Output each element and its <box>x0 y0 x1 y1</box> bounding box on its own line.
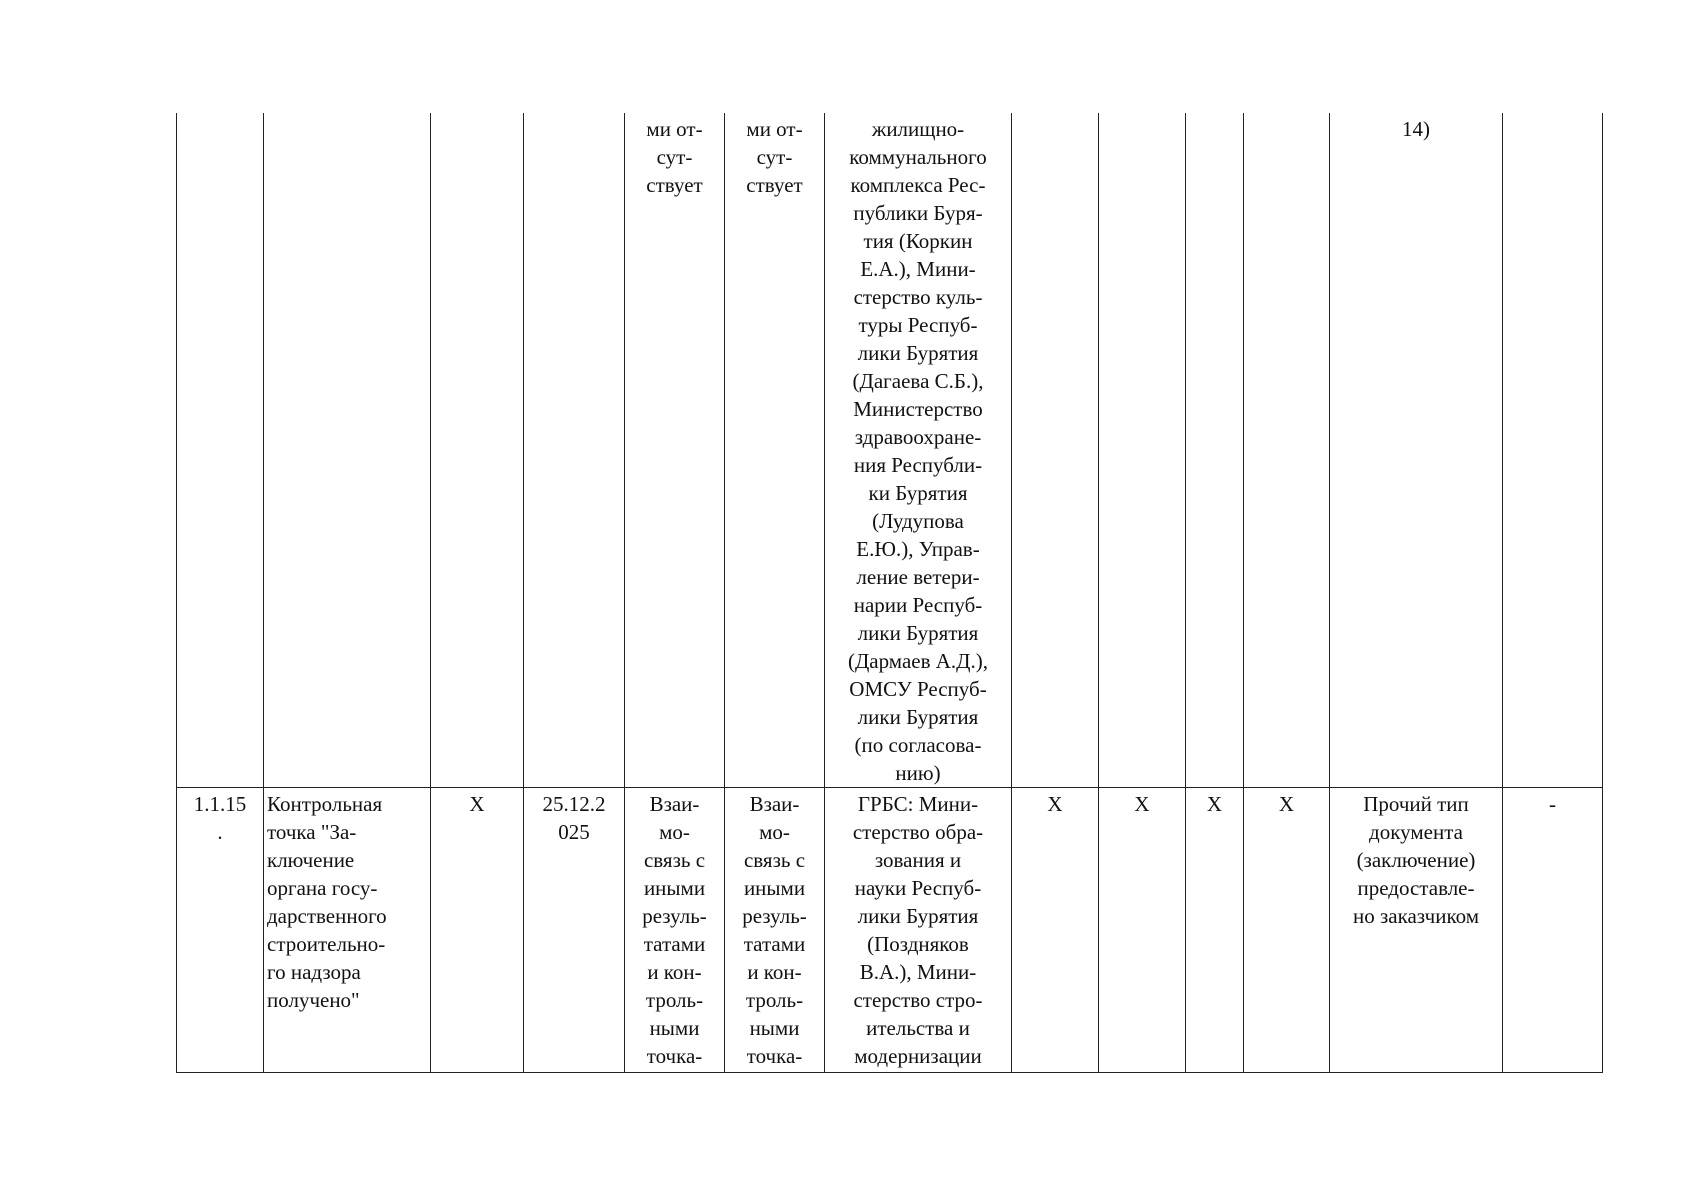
cell-col10 <box>1186 113 1244 788</box>
cell-col11: X <box>1244 788 1330 1073</box>
cell-relation-2: ми от- сут- ствует <box>725 113 825 788</box>
table-row-continuation <box>177 113 1603 788</box>
cell-col13 <box>1503 113 1603 788</box>
cell-name <box>264 113 431 788</box>
cell-number <box>177 113 264 788</box>
cell-col9: X <box>1099 788 1186 1073</box>
cell-col3: X <box>431 788 524 1073</box>
cell-col3 <box>431 113 524 788</box>
cell-document-type: 14) <box>1330 113 1503 788</box>
cell-date: 25.12.2 025 <box>524 788 625 1073</box>
cell-date <box>524 113 625 788</box>
table-row-1-1-15 <box>177 788 1603 1073</box>
cell-responsible: жилищно- коммунального комплекса Рес- публики Буря- тия (Коркин Е.А.), Мини- стерство куль- туры Респуб- лики Бурятия (Дагаева С.Б.), Министерство здравоохране- ния Республи- ки Бурятия (Лудупова Е.Ю.), Управ- ление ветери- нарии Респуб- лики Бурятия (Дармаев А.Д.), ОМСУ Респуб- лики Бурятия (по согласова- нию) <box>825 113 1012 788</box>
cell-relation-2: Взаи- мо- связь с иными резуль- татами и кон- троль- ными точка- <box>725 788 825 1073</box>
cell-relation-1: ми от- сут- ствует <box>625 113 725 788</box>
cell-responsible: ГРБС: Мини- стерство обра- зования и науки Респуб- лики Бурятия (Поздняков В.А.), Мини- стерство стро- ительства и модернизации <box>825 788 1012 1073</box>
cell-col8 <box>1012 113 1099 788</box>
cell-col10: X <box>1186 788 1244 1073</box>
cell-col11 <box>1244 113 1330 788</box>
plan-table <box>176 113 1603 1073</box>
cell-relation-1: Взаи- мо- связь с иными резуль- татами и кон- троль- ными точка- <box>625 788 725 1073</box>
cell-document-type: Прочий тип документа (заключение) предоставле- но заказчиком <box>1330 788 1503 1073</box>
cell-col13: - <box>1503 788 1603 1073</box>
cell-col9 <box>1099 113 1186 788</box>
cell-number: 1.1.15 . <box>177 788 264 1073</box>
cell-name: Контрольная точка "За- ключение органа госу- дарственного строительно- го надзора получено" <box>264 788 431 1073</box>
cell-col8: X <box>1012 788 1099 1073</box>
